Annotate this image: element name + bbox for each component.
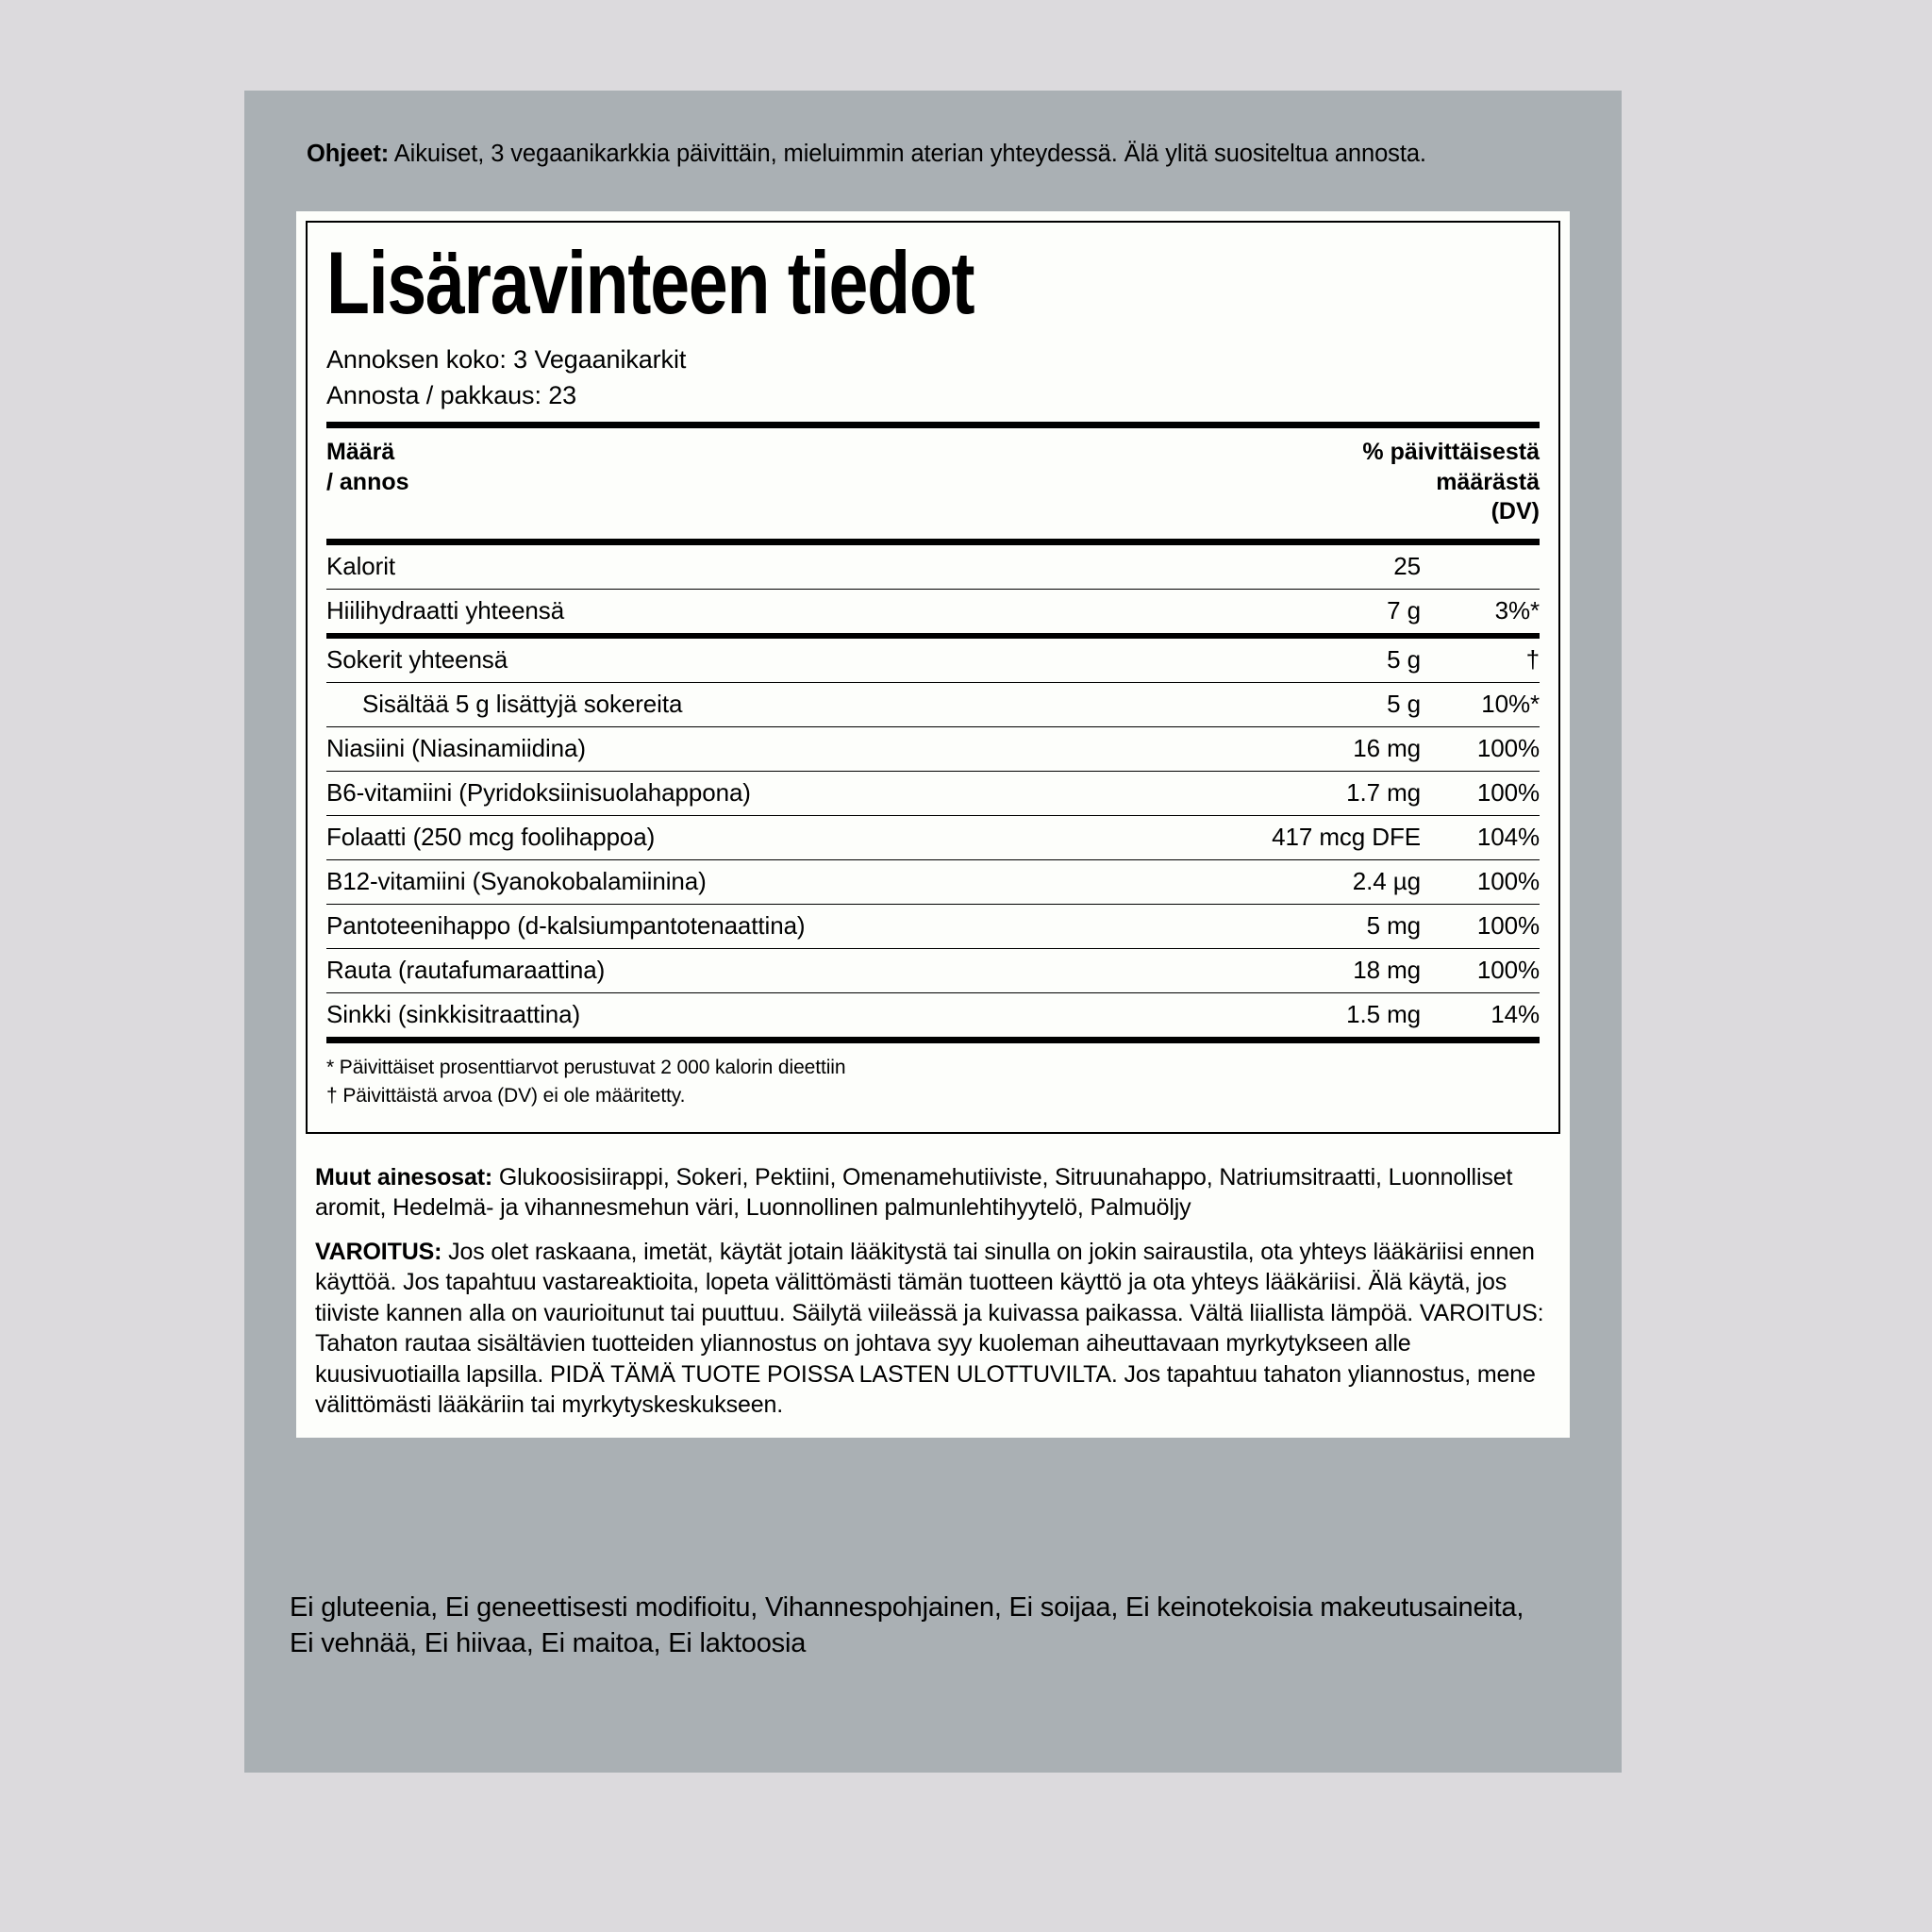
table-row [326, 993, 1540, 1038]
nutrient-name: B6-vitamiini (Pyridoksiinisuolahappona) [326, 772, 1175, 816]
footnotes [326, 1043, 1540, 1121]
nutrient-amount: 7 g [1175, 590, 1426, 637]
nutrient-daily-value: 100% [1426, 905, 1540, 949]
nutrient-amount: 2.4 µg [1175, 860, 1426, 905]
dv-header-line2: määrästä [1436, 468, 1540, 495]
nutrient-amount: 5 mg [1175, 905, 1426, 949]
nutrient-amount: 417 mcg DFE [1175, 816, 1426, 860]
amount-header-line1: Määrä [326, 438, 395, 465]
nutrient-daily-value: † [1426, 636, 1540, 683]
nutrient-name: Hiilihydraatti yhteensä [326, 590, 1175, 637]
nutrient-daily-value: 3%* [1426, 590, 1540, 637]
other-ingredients-text: Glukoosisiirappi, Sokeri, Pektiini, Omenamehutiiviste, Sitruunahappo, Natriumsitraatti, Luonnolliset aromit, Hedelmä- ja vihannesmehun väri, Luonnollinen palmunlehtihyytelö, Palmuöljy [315, 1163, 1513, 1222]
amount-header-line2: / annos [326, 468, 409, 495]
nutrient-amount: 25 [1393, 552, 1421, 581]
warning-paragraph [315, 1237, 1551, 1421]
warning-text: Jos olet raskaana, imetät, käytät jotain lääkitystä tai sinulla on jokin sairaustila, ota yhteys lääkäriisi ennen käyttöä. Jos tapahtuu vastareaktioita, lopeta välittömästi tämän tuotteen käyttö ja ota yhteys lääkäriisi. Älä käytä, jos tiiviste kannen alla on vaurioitunut tai puuttuu. Säilytä viileässä ja kuivassa paikassa. Vältä liiallista lämpöä. VAROITUS: Tahaton rautaa sisältävien tuotteiden yliannostus on johtava syy kuoleman aiheuttavaan myrkytykseen alle kuusivuotiailla lapsilla. PIDÄ TÄMÄ TUOTE POISSA LASTEN ULOTTUVILTA. Jos tapahtuu tahaton yliannostus, mene välittömästi lääkäriin tai myrkytyskeskukseen. [315, 1238, 1544, 1419]
supplement-facts-box [306, 221, 1560, 1134]
nutrient-amount: 16 mg [1175, 727, 1426, 772]
footnote-asterisk: * Päivittäiset prosenttiarvot perustuvat 2 000 kalorin dieettiin [326, 1057, 846, 1079]
supplement-facts-panel [296, 211, 1570, 1438]
serving-size: Annoksen koko: 3 Vegaanikarkit [326, 345, 687, 375]
dv-header-line3: (DV) [1491, 498, 1540, 525]
nutrient-name: B12-vitamiini (Syanokobalamiinina) [326, 860, 1175, 905]
nutrient-name: Sokerit yhteensä [326, 636, 1175, 683]
nutrient-name: Kalorit [326, 552, 395, 581]
divider-below-table [326, 1037, 1540, 1043]
extra-information-block [296, 1143, 1570, 1438]
nutrient-daily-value: 100% [1426, 772, 1540, 816]
nutrient-daily-value: 104% [1426, 816, 1540, 860]
table-row [326, 905, 1540, 949]
nutrient-daily-value: 100% [1426, 949, 1540, 993]
warning-label: VAROITUS: [315, 1238, 442, 1265]
divider-below-headers [326, 539, 1540, 545]
table-row [326, 727, 1540, 772]
nutrient-daily-value: 100% [1426, 727, 1540, 772]
footnote-dagger: † Päivittäistä arvoa (DV) ei ole määritetty. [326, 1085, 686, 1108]
nutrient-amount: 5 g [1175, 683, 1426, 727]
table-row [326, 683, 1540, 727]
directions-label: Ohjeet: [307, 141, 390, 167]
dv-header-line1: % päivittäisestä [1362, 438, 1540, 465]
divider-above-headers [326, 422, 1540, 428]
dv-column-header [1362, 438, 1540, 527]
table-row [326, 545, 1540, 590]
table-row [326, 860, 1540, 905]
nutrient-amount: 5 g [1175, 636, 1426, 683]
nutrient-name: Niasiini (Niasinamiidina) [326, 727, 1175, 772]
nutrient-amount: 1.5 mg [1175, 993, 1426, 1038]
nutrient-amount: 1.7 mg [1175, 772, 1426, 816]
other-ingredients [315, 1162, 1551, 1224]
nutrition-table [326, 545, 1540, 1037]
servings-per-container: Annosta / pakkaus: 23 [326, 381, 577, 410]
table-row [326, 772, 1540, 816]
directions-line [307, 140, 1590, 169]
product-claims: Ei gluteenia, Ei geneettisesti modifioitu, Vihannespohjainen, Ei soijaa, Ei keinotekoisia makeutusaineita, Ei vehnää, Ei hiivaa, Ei maitoa, Ei laktoosia [290, 1592, 1524, 1658]
nutrient-daily-value: 14% [1426, 993, 1540, 1038]
directions-text: Aikuiset, 3 vegaanikarkkia päivittäin, mieluimmin aterian yhteydessä. Älä ylitä suositeltua annosta. [389, 141, 1426, 167]
table-row [326, 816, 1540, 860]
amount-column-header [326, 438, 409, 498]
nutrient-name: Pantoteenihappo (d-kalsiumpantotenaattina) [326, 905, 1175, 949]
nutrient-daily-value: 100% [1426, 860, 1540, 905]
nutrient-name: Sisältää 5 g lisättyjä sokereita [326, 683, 1175, 727]
spacer [326, 414, 1540, 422]
nutrition-table-body [326, 545, 1540, 1037]
table-row [326, 590, 1540, 637]
nutrient-name: Folaatti (250 mcg foolihappoa) [326, 816, 1175, 860]
table-column-headers [326, 428, 1540, 539]
table-row [326, 949, 1540, 993]
nutrient-daily-value: 10%* [1426, 683, 1540, 727]
nutrient-daily-value [1426, 545, 1540, 590]
product-label-panel [244, 91, 1622, 1773]
nutrient-name: Sinkki (sinkkisitraattina) [326, 993, 1175, 1038]
page-title: Lisäravinteen tiedot [326, 233, 974, 332]
other-ingredients-label: Muut ainesosat: [315, 1163, 493, 1191]
nutrient-amount: 18 mg [1175, 949, 1426, 993]
table-row [326, 636, 1540, 683]
nutrient-name: Rauta (rautafumaraattina) [326, 949, 1175, 993]
